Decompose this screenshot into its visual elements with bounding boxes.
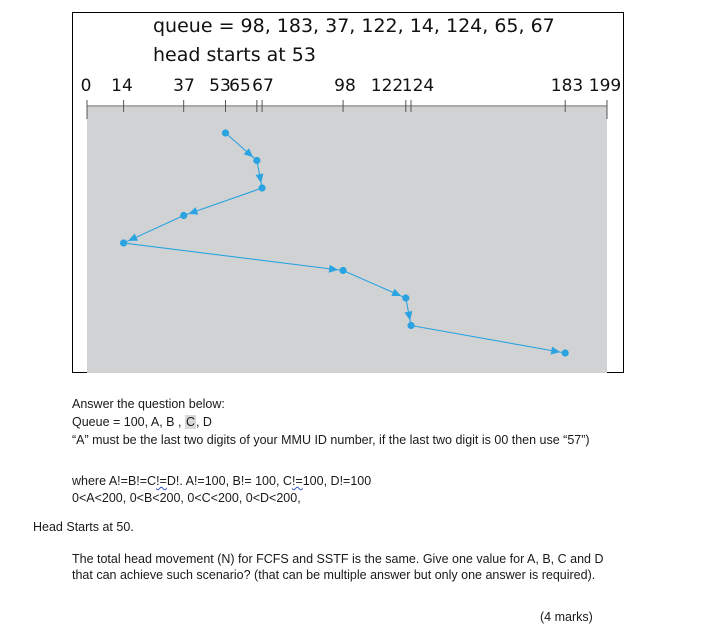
where-constraints	[72, 473, 371, 489]
axis-label-65: 65	[229, 76, 251, 96]
where-part-1: where A!=B!=C	[72, 474, 157, 488]
where-part-3: 100, D!=100	[302, 474, 372, 488]
axis-label-98: 98	[334, 76, 356, 96]
axis-label-37: 37	[173, 76, 195, 96]
path-point-14	[120, 239, 127, 246]
path-point-183	[562, 349, 569, 356]
where-wavy-1: !=	[156, 474, 167, 488]
axis-label-53: 53	[209, 76, 231, 96]
queue-c-highlighted: C	[185, 415, 195, 429]
path-point-124	[407, 322, 414, 329]
queue-prefix: Queue = 100, A, B ,	[72, 415, 185, 429]
path-point-67	[258, 184, 265, 191]
queue-suffix: , D	[195, 415, 212, 429]
queue-definition	[72, 414, 212, 430]
axis-label-0: 0	[80, 76, 92, 96]
where-wavy-2: !=	[291, 474, 303, 488]
path-point-37	[180, 212, 187, 219]
path-point-98	[339, 267, 346, 274]
disk-head-chart	[73, 13, 625, 374]
a-rule-text: “A” must be the last two digits of your MMU ID number, if the last two digit is 00 then use “57”)	[72, 433, 590, 447]
disk-scheduling-figure	[72, 12, 624, 373]
marks-text: (4 marks)	[540, 610, 593, 624]
head-starts-text: Head Starts at 50.	[33, 520, 134, 534]
path-point-53	[222, 129, 229, 136]
path-point-122	[402, 294, 409, 301]
axis-label-199: 199	[588, 76, 622, 96]
axis-label-67: 67	[252, 76, 274, 96]
path-point-65	[253, 157, 260, 164]
range-constraints: 0<A<200, 0<B<200, 0<C<200, 0<D<200,	[72, 491, 301, 505]
where-part-2: D!. A!=100, B!= 100, C	[166, 474, 292, 488]
task-text: The total head movement (N) for FCFS and SSTF is the same. Give one value for A, B, C and D that can achieve such scenario? (that can be multiple answer but only one answer is required).	[72, 552, 604, 582]
question-heading: Answer the question below:	[72, 397, 225, 411]
axis-label-183: 183	[550, 76, 584, 96]
queue-line: queue = 98, 183, 37, 122, 14, 124, 65, 67	[153, 15, 555, 37]
axis-label-14: 14	[111, 76, 133, 96]
axis-label-122: 122	[370, 76, 404, 96]
axis-label-124: 124	[401, 76, 435, 96]
plot-area	[87, 107, 607, 373]
head-start-line: head starts at 53	[153, 44, 316, 66]
